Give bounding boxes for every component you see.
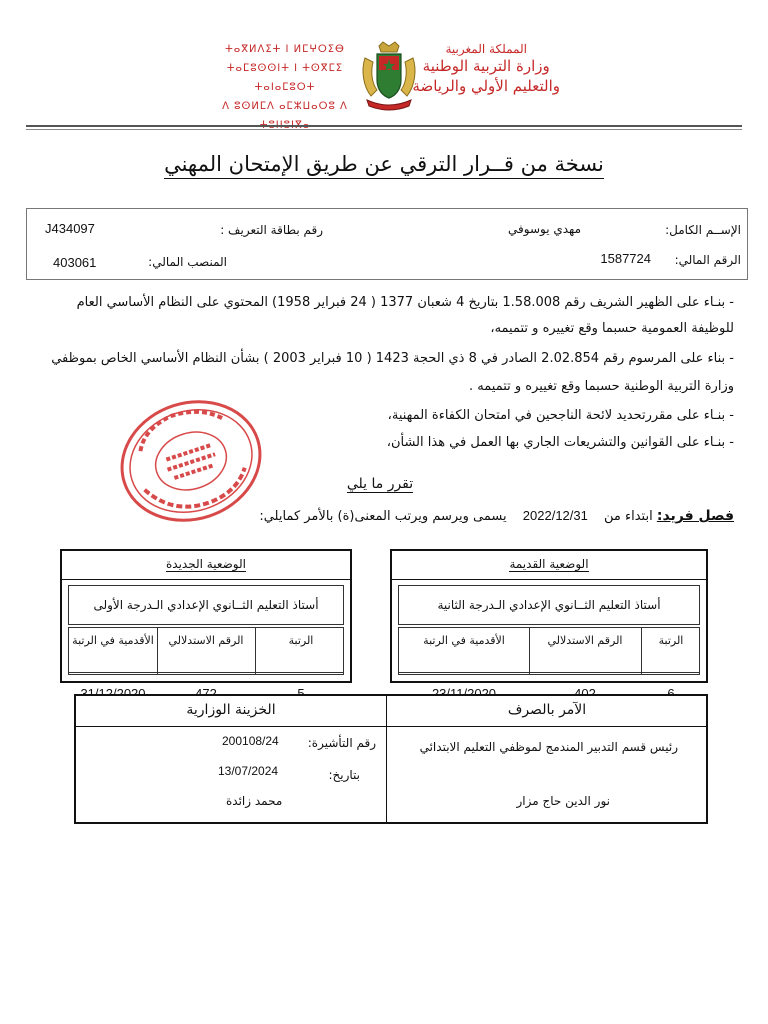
full-name-value: مهدي يوسوفي bbox=[508, 222, 581, 236]
signature-box bbox=[74, 694, 708, 824]
old-status-table bbox=[390, 549, 708, 683]
page-title: نسخة من قــرار الترقي عن طريق الإمتحان المهني bbox=[0, 152, 768, 176]
date-label: بتاريخ: bbox=[328, 768, 360, 782]
new-col-rank: الرتبة bbox=[288, 634, 314, 647]
date-value: 13/07/2024 bbox=[218, 764, 279, 778]
legal-basis-line-1: - بنـاء على الظهير الشريف رقم 1.58.008 بتاريخ 4 شعبان 1377 ( 24 فبراير 1958) المحتوي على النظام الأساسي العام bbox=[76, 295, 734, 310]
old-col-seniority: الأقدمية في الرتبة bbox=[423, 634, 505, 647]
financial-post-value: 403061 bbox=[53, 255, 97, 270]
legal-basis-line-2: للوظيفة العمومية حسبما وقع تغييره و تتميمه، bbox=[490, 321, 734, 336]
article-line bbox=[259, 508, 734, 524]
visa-label: رقم التأشيرة: bbox=[307, 736, 376, 750]
kingdom-name: المملكة المغربية bbox=[445, 42, 527, 56]
ministry-name-2: والتعليم الأولي والرياضة bbox=[412, 77, 560, 95]
visa-value: 200108/24 bbox=[222, 734, 279, 748]
article-pre: ابتداء من bbox=[604, 509, 653, 524]
financial-number-label: الرقم المالي: bbox=[674, 253, 741, 267]
legal-basis-line-3: - بناء على المرسوم رقم 2.02.854 الصادر في 8 ذي الحجة 1423 ( 10 فبراير 2003 ) بشأن النظام الأساسي الخاص بموظفي bbox=[51, 351, 734, 366]
article-label: فصل فريد: bbox=[656, 508, 734, 524]
old-col-rank: الرتبة bbox=[658, 634, 684, 647]
new-status-grade: أستاذ التعليم الثــانوي الإعدادي الـدرجة الأولى bbox=[68, 585, 344, 625]
full-name-label: الإســم الكامل: bbox=[665, 223, 741, 237]
legal-basis-line-4: وزارة التربية الوطنية حسبما وقع تغييره و تتميمه . bbox=[469, 379, 734, 394]
tifinagh-line-2: ⵜⴰⵎⵓⵙⵙⵏⵜ ⵏ ⵜⵙⴳⵎⵉ ⵜⴰⵏⴰⵎⵓⵔⵜ bbox=[226, 63, 344, 93]
new-status-table bbox=[60, 549, 352, 683]
official-seal-icon bbox=[116, 396, 266, 530]
new-col-index: الرقم الاستدلالي bbox=[168, 634, 244, 647]
article-post: يسمى ويرسم ويرتب المعنى(ة) بالأمر كمايلي: bbox=[259, 509, 507, 524]
treasury-name: محمد زائدة bbox=[226, 794, 283, 808]
legal-basis-line-5: - بنـاء على مقررتحديد لائحة الناجحين في امتحان الكفاءة المهنية، bbox=[387, 408, 734, 423]
cin-value: J434097 bbox=[45, 221, 95, 236]
tifinagh-line-1: ⵜⴰⴳⵍⴷⵉⵜ ⵏ ⵍⵎⵖⵔⵉⴱ bbox=[225, 44, 345, 55]
cin-label: رقم بطاقة التعريف : bbox=[220, 223, 323, 237]
orderer-title: الآمر بالصرف bbox=[507, 702, 587, 718]
old-col-index: الرقم الاستدلالي bbox=[547, 634, 623, 647]
tifinagh-line-3: ⴷ ⵓⵙⵍⵎⴷ ⴰⵎⵣⵡⴰⵔⵓ ⴷ ⵜⵓⵏⵏⵓⵏⴳⴰ bbox=[222, 101, 348, 131]
coat-of-arms-icon bbox=[359, 40, 419, 116]
old-status-title: الوضعية القديمة bbox=[392, 551, 706, 580]
header-divider-thin bbox=[26, 129, 742, 130]
article-date: 2022/12/31 bbox=[522, 508, 588, 523]
legal-basis-line-6: - بنـاء على القوانين والتشريعات الجاري بها العمل في هذا الشأن، bbox=[386, 435, 734, 450]
financial-post-label: المنصب المالي: bbox=[148, 255, 227, 269]
new-col-seniority: الأقدمية في الرتبة bbox=[72, 634, 154, 647]
orderer-name: نور الدين حاج مزار bbox=[516, 794, 610, 808]
treasury-title: الخزينة الوزارية bbox=[186, 702, 276, 718]
new-status-title: الوضعية الجديدة bbox=[62, 551, 350, 580]
header-divider bbox=[26, 125, 742, 127]
ministry-name: وزارة التربية الوطنية bbox=[422, 57, 550, 75]
employee-info-box bbox=[26, 208, 748, 280]
arabic-header bbox=[412, 42, 560, 96]
tifinagh-header bbox=[205, 40, 365, 135]
financial-number-value: 1587724 bbox=[600, 251, 651, 266]
old-status-grade: أستاذ التعليم الثــانوي الإعدادي الـدرجة الثانية bbox=[398, 585, 700, 625]
decision-title: تقرر ما يلي bbox=[346, 476, 414, 492]
orderer-role: رئيس قسم التدبير المندمج لموظفي التعليم الابتدائي bbox=[419, 740, 678, 754]
